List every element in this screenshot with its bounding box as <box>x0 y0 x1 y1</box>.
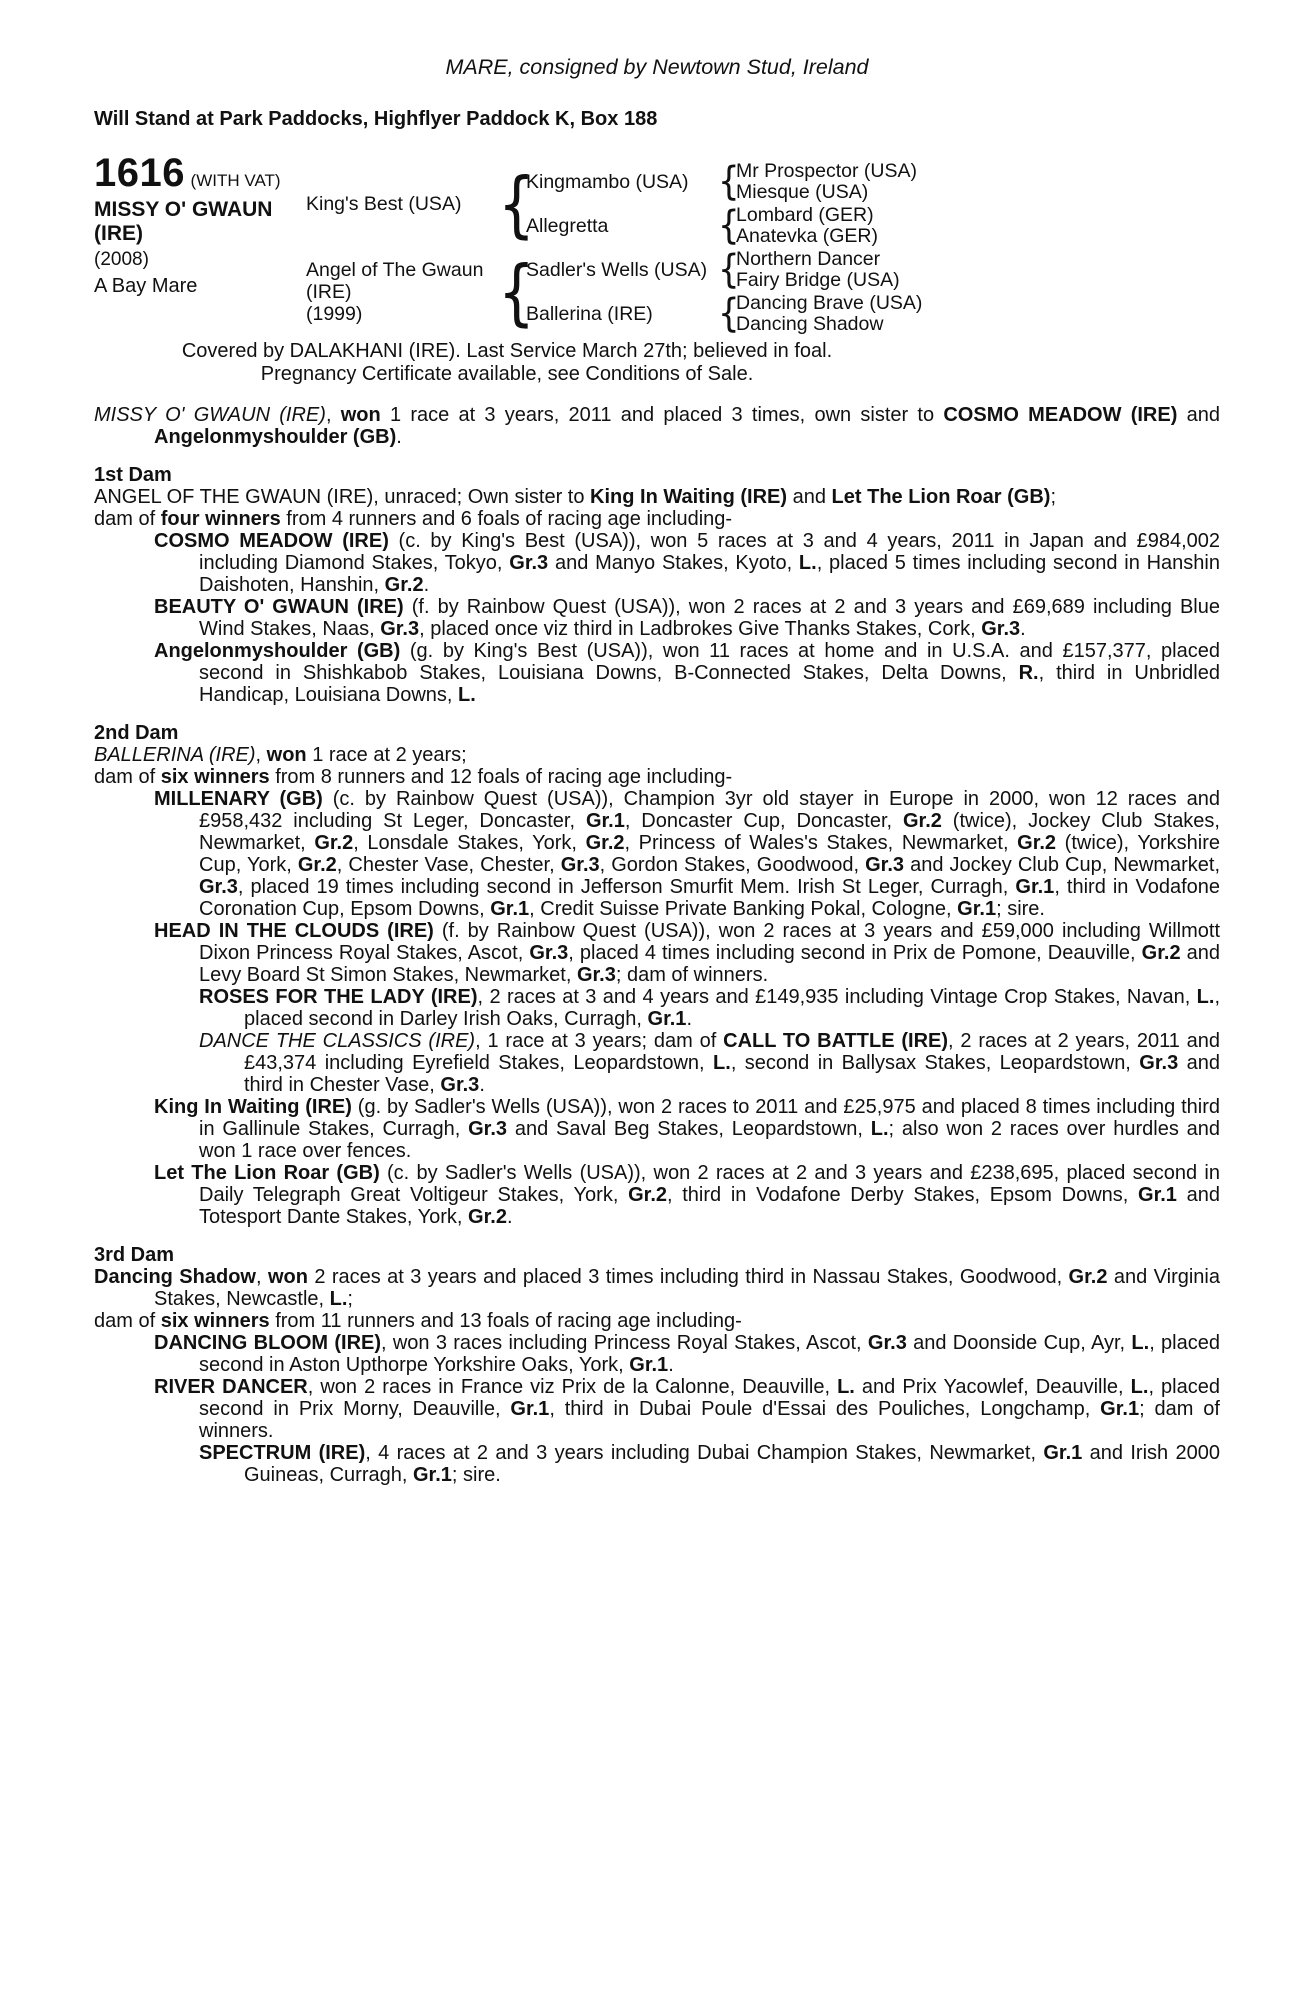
catalogue-paragraph <box>94 920 1220 986</box>
dam-sire-sire-name: Northern Dancer <box>736 247 881 270</box>
catalogue-paragraph <box>94 766 1220 788</box>
text-run: Gr.3 <box>199 876 238 898</box>
text-run: ; sire. <box>996 898 1045 920</box>
text-run: Gr.3 <box>865 854 905 876</box>
sire-parents <box>522 160 1220 248</box>
text-run: , third in Vodafone Coronation Cup, Epsom Downs, <box>199 876 1220 920</box>
dam-sire-parents <box>736 249 900 292</box>
text-run: Gr.1 <box>1100 1398 1140 1420</box>
text-run: , placed second in Darley Irish Oaks, Curragh, <box>244 986 1220 1030</box>
catalogue-paragraph <box>94 640 1220 706</box>
sire-name: King's Best (USA) <box>306 193 462 215</box>
dam-dam-unit <box>522 292 1220 336</box>
text-run: (twice), Yorkshire Cup, York, <box>199 832 1221 876</box>
text-run: Angelonmyshoulder (GB) <box>154 640 401 662</box>
text-run: (g. by King's Best (USA)), won 11 races at home and in U.S.A. and £157,377, placed second in Shishkabob Stakes, Louisiana Downs, B-Connected Stakes, Delta Downs, <box>199 640 1220 684</box>
sire-sire-parents <box>736 161 917 204</box>
text-run: 2 races at 3 years and placed 3 times including third in Nassau Stakes, Goodwood, <box>307 1266 1069 1288</box>
catalogue-paragraph <box>94 1442 1220 1486</box>
dam-dam-sire-name: Dancing Brave (USA) <box>736 291 923 314</box>
pedigree-sire <box>306 193 498 215</box>
sire-dam-name: Allegretta <box>526 215 609 237</box>
catalogue-paragraph <box>94 986 1220 1030</box>
text-run: , Princess of Wales's Stakes, Newmarket, <box>624 832 1018 854</box>
text-run: won <box>267 1266 308 1288</box>
text-run: L. <box>870 1118 889 1140</box>
text-run: and <box>787 486 832 508</box>
text-run: King In Waiting (IRE) <box>154 1096 352 1118</box>
text-run: L. <box>798 552 817 574</box>
text-run: MISSY O' GWAUN (IRE) <box>94 404 326 426</box>
text-run: , third in Dubai Poule d'Essai des Pouliches, Longchamp, <box>549 1398 1101 1420</box>
dam-dam-parents <box>736 293 922 336</box>
text-run: HEAD IN THE CLOUDS (IRE) <box>154 920 434 942</box>
sire-sire-name: Kingmambo (USA) <box>526 171 689 193</box>
text-run: won <box>340 404 381 426</box>
text-run: , placed 5 times including second in Hanshin Daishoten, Hanshin, <box>199 552 1220 596</box>
text-run: Gr.3 <box>981 618 1021 640</box>
pedigree-sire-half <box>306 160 1220 248</box>
text-run: , Lonsdale Stakes, York, <box>353 832 586 854</box>
sire-sire-sire-name: Mr Prospector (USA) <box>736 159 917 182</box>
consignor-line: MARE, consigned by Newtown Stud, Ireland <box>445 55 869 79</box>
text-run: Gr.1 <box>1138 1184 1177 1206</box>
catalogue-paragraph <box>94 1332 1220 1376</box>
text-run: , second in Ballysax Stakes, Leopardstown, <box>730 1052 1140 1074</box>
text-run: , third in Vodafone Derby Stakes, Epsom Downs, <box>667 1184 1139 1206</box>
text-run: from 4 runners and 6 foals of racing age including- <box>280 508 733 530</box>
text-run: , <box>255 744 267 766</box>
text-run: , won 3 races including Princess Royal Stakes, Ascot, <box>381 1332 868 1354</box>
catalogue-paragraph <box>94 530 1220 596</box>
catalogue-paragraph <box>94 1310 1220 1332</box>
text-run: Gr.3 <box>576 964 616 986</box>
dam-name-line3: (1999) <box>306 303 363 325</box>
text-run: , won 2 races in France viz Prix de la Calonne, Deauville, <box>307 1376 838 1398</box>
text-run: , placed second in Prix Morny, Deauville, <box>199 1376 1220 1420</box>
text-run: King In Waiting (IRE) <box>590 486 788 508</box>
text-run: Dancing Shadow <box>94 1266 256 1288</box>
dam-name-line2: (IRE) <box>306 281 352 303</box>
text-run: , Doncaster Cup, Doncaster, <box>624 810 903 832</box>
text-run: Gr.3 <box>468 1118 508 1140</box>
text-run: , placed second in Aston Upthorpe Yorkshire Oaks, York, <box>199 1332 1220 1376</box>
horse-description: A Bay Mare <box>94 275 198 297</box>
text-run: L. <box>1131 1332 1150 1354</box>
text-run: , Credit Suisse Private Banking Pokal, Cologne, <box>529 898 958 920</box>
text-run: . <box>396 426 402 448</box>
text-run: Let The Lion Roar (GB) <box>831 486 1051 508</box>
text-run: Gr.1 <box>957 898 997 920</box>
pedigree-dam <box>306 259 498 325</box>
text-run: . <box>479 1074 485 1096</box>
text-run: Gr.2 <box>1017 832 1057 854</box>
text-run: 2nd Dam <box>94 722 179 744</box>
text-run: ; sire. <box>451 1464 501 1486</box>
dam-dam-dam-name: Dancing Shadow <box>736 313 884 335</box>
text-run: R. <box>1018 662 1039 684</box>
dam-sire-dam-name: Fairy Bridge (USA) <box>736 269 900 291</box>
text-run: (twice), Jockey Club Stakes, Newmarket, <box>199 810 1220 854</box>
catalogue-paragraph <box>94 508 1220 530</box>
text-run: Gr.2 <box>297 854 337 876</box>
pedigree-brace: { <box>718 203 740 249</box>
text-run: 1 race at 3 years, 2011 and placed 3 times, own sister to <box>380 404 944 426</box>
text-run: and Virginia Stakes, Newcastle, <box>154 1266 1220 1310</box>
text-run: Gr.3 <box>1139 1052 1179 1074</box>
pedigree-brace: { <box>498 249 535 335</box>
text-run: and Prix Yacowlef, Deauville, <box>854 1376 1131 1398</box>
pedigree-dam-half <box>306 248 1220 336</box>
text-run: COSMO MEADOW (IRE) <box>943 404 1178 426</box>
text-run: and Irish 2000 Guineas, Curragh, <box>244 1442 1220 1486</box>
text-run: . <box>1020 618 1026 640</box>
text-run: won <box>266 744 307 766</box>
text-run: Gr.2 <box>1141 942 1181 964</box>
catalogue-paragraph <box>94 788 1220 920</box>
sire-dam-sire-name: Lombard (GER) <box>736 203 874 226</box>
text-run: six winners <box>160 766 270 788</box>
catalogue-paragraph <box>94 744 1220 766</box>
text-run: (f. by Rainbow Quest (USA)), won 2 races at 2 and 3 years and £69,689 including Blue Wind Stakes, Naas, <box>199 596 1221 640</box>
text-run: Gr.3 <box>529 942 569 964</box>
text-run: dam of <box>94 508 161 530</box>
text-run: ROSES FOR THE LADY (IRE) <box>199 986 478 1008</box>
covering-statement <box>94 340 920 386</box>
text-run: MILLENARY (GB) <box>154 788 323 810</box>
pedigree-brace: { <box>718 159 740 205</box>
catalogue-text <box>94 404 1220 1486</box>
catalogue-paragraph <box>94 1162 1220 1228</box>
dam-name-line1: Angel of The Gwaun <box>306 259 484 281</box>
text-run: and Doonside Cup, Ayr, <box>906 1332 1132 1354</box>
text-run: L. <box>1130 1376 1149 1398</box>
text-run: RIVER DANCER <box>154 1376 308 1398</box>
text-run: Gr.1 <box>647 1008 687 1030</box>
text-run: four winners <box>160 508 281 530</box>
text-run: L. <box>329 1288 348 1310</box>
text-run: . <box>423 574 430 596</box>
lot-vat-note: (WITH VAT) <box>190 171 281 190</box>
text-run: Gr.1 <box>510 1398 550 1420</box>
text-run: 1 race at 2 years; <box>306 744 467 766</box>
text-run: Gr.2 <box>585 832 625 854</box>
dam-section-heading <box>94 722 1220 744</box>
text-run: L. <box>1196 986 1215 1008</box>
dam-section-heading <box>94 464 1220 486</box>
pedigree-brace: { <box>718 247 740 293</box>
text-run: Gr.3 <box>560 854 600 876</box>
pedigree-brace: { <box>718 291 740 337</box>
text-run: and Saval Beg Stakes, Leopardstown, <box>507 1118 871 1140</box>
lot-number: 1616 <box>94 151 185 195</box>
text-run: BALLERINA (IRE) <box>94 744 256 766</box>
text-run: L. <box>837 1376 855 1398</box>
text-run: , <box>255 1266 268 1288</box>
text-run: . <box>686 1008 692 1030</box>
text-run: , 2 races at 3 and 4 years and £149,935 including Vintage Crop Stakes, Navan, <box>477 986 1197 1008</box>
text-run: BEAUTY O' GWAUN (IRE) <box>154 596 404 618</box>
text-run: and Jockey Club Cup, Newmarket, <box>904 854 1221 876</box>
horse-name-line1: MISSY O' GWAUN <box>94 198 273 221</box>
dam-parents <box>522 248 1220 336</box>
text-run: Gr.1 <box>490 898 530 920</box>
text-run: Gr.2 <box>468 1206 507 1228</box>
catalogue-paragraph <box>94 1376 1220 1442</box>
text-run: and <box>1177 404 1221 426</box>
text-run: . <box>668 1354 674 1376</box>
text-run: (c. by Rainbow Quest (USA)), Champion 3yr old stayer in Europe in 2000, won 12 races and £958,432 including St Leger, Doncaster, <box>199 788 1220 832</box>
text-run: DANCING BLOOM (IRE) <box>154 1332 382 1354</box>
text-run: Gr.2 <box>1068 1266 1108 1288</box>
text-run: . <box>506 1206 513 1228</box>
text-run: ANGEL OF THE GWAUN (IRE), unraced; Own sister to <box>94 486 591 508</box>
sire-sire-dam-name: Miesque (USA) <box>736 181 869 203</box>
text-run: Gr.1 <box>585 810 625 832</box>
catalogue-paragraph <box>94 1266 1220 1310</box>
text-run: (f. by Rainbow Quest (USA)), won 2 races at 3 years and £59,000 including Willmott Dixon Princess Royal Stakes, Ascot, <box>199 920 1221 964</box>
text-run: , Gordon Stakes, Goodwood, <box>599 854 866 876</box>
text-run: Gr.2 <box>628 1184 667 1206</box>
dam-sire-name: Sadler's Wells (USA) <box>526 259 708 281</box>
text-run: , 4 races at 2 and 3 years including Dubai Champion Stakes, Newmarket, <box>365 1442 1044 1464</box>
text-run: and Levy Board St Simon Stakes, Newmarket, <box>199 942 1220 986</box>
text-run: ; also won 2 races over hurdles and won 1 race over fences. <box>199 1118 1220 1162</box>
pedigree-brace: { <box>498 161 535 247</box>
text-run: from 8 runners and 12 foals of racing age including- <box>269 766 733 788</box>
text-run: , third in Unbridled Handicap, Louisiana Downs, <box>199 662 1220 706</box>
catalogue-paragraph <box>94 486 1220 508</box>
text-run: , 2 races at 2 years, 2011 and £43,374 including Eyrefield Stakes, Leopardstown, <box>244 1030 1221 1074</box>
text-run: and third in Chester Vase, <box>244 1052 1220 1096</box>
dam-dam-name: Ballerina (IRE) <box>526 303 653 325</box>
text-run: six winners <box>160 1310 270 1332</box>
covering-line: Covered by DALAKHANI (IRE). Last Service March 27th; believed in foal. <box>181 340 833 362</box>
text-run: L. <box>458 684 476 706</box>
text-run: L. <box>713 1052 731 1074</box>
dam-section-heading <box>94 1244 1220 1266</box>
text-run: Angelonmyshoulder (GB) <box>154 426 397 448</box>
text-run: CALL TO BATTLE (IRE) <box>723 1030 949 1052</box>
lot-number-line <box>94 151 306 195</box>
dam-sire-unit <box>522 248 1220 292</box>
text-run: Gr.1 <box>1043 1442 1083 1464</box>
catalogue-paragraph <box>94 404 1220 448</box>
text-run: and Manyo Stakes, Kyoto, <box>548 552 799 574</box>
text-run: (g. by Sadler's Wells (USA)), won 2 races to 2011 and £25,975 and placed 8 times including third in Gallinule Stakes, Curragh, <box>199 1096 1220 1140</box>
text-run: ; <box>347 1288 353 1310</box>
pedigree-tree <box>306 160 1220 336</box>
text-run: SPECTRUM (IRE) <box>199 1442 366 1464</box>
text-run: Gr.2 <box>384 574 424 596</box>
text-run: (c. by Sadler's Wells (USA)), won 2 races at 2 and 3 years and £238,695, placed second in Daily Telegraph Great Voltigeur Stakes, York, <box>199 1162 1220 1206</box>
text-run: Gr.1 <box>1015 876 1055 898</box>
sire-sire-unit <box>522 160 1220 204</box>
sire-dam-unit <box>522 204 1220 248</box>
text-run: , <box>325 404 341 426</box>
text-run: and Totesport Dante Stakes, York, <box>199 1184 1220 1228</box>
pedigree-block <box>94 151 1220 337</box>
text-run: dam of <box>94 766 161 788</box>
text-run: ; dam of winners. <box>615 964 769 986</box>
sire-dam-parents <box>736 205 878 248</box>
text-run: Gr.3 <box>440 1074 480 1096</box>
text-run: ; dam of winners. <box>199 1398 1220 1442</box>
text-run: Gr.3 <box>509 552 549 574</box>
text-run: dam of <box>94 1310 161 1332</box>
text-run: (c. by King's Best (USA)), won 5 races at 3 and 4 years, 2011 in Japan and £984,002 including Diamond Stakes, Tokyo, <box>199 530 1221 574</box>
catalogue-paragraph <box>94 1030 1220 1096</box>
catalogue-paragraph <box>94 596 1220 640</box>
text-run: , Chester Vase, Chester, <box>336 854 561 876</box>
text-run: Gr.1 <box>629 1354 669 1376</box>
text-run: , placed once viz third in Ladbrokes Give Thanks Stakes, Cork, <box>419 618 982 640</box>
text-run: Let The Lion Roar (GB) <box>154 1162 380 1184</box>
text-run: COSMO MEADOW (IRE) <box>154 530 389 552</box>
pregnancy-certificate-line: Pregnancy Certificate available, see Conditions of Sale. <box>260 363 754 385</box>
horse-name-line2: (IRE) <box>94 222 143 245</box>
horse-year: (2008) <box>94 249 149 270</box>
text-run: , placed 19 times including second in Jefferson Smurfit Mem. Irish St Leger, Curragh, <box>237 876 1016 898</box>
text-run: Gr.2 <box>902 810 942 832</box>
text-run: ; <box>1050 486 1056 508</box>
text-run: , placed 4 times including second in Prix de Pomone, Deauville, <box>568 942 1142 964</box>
catalogue-paragraph <box>94 1096 1220 1162</box>
text-run: DANCE THE CLASSICS (IRE) <box>199 1030 476 1052</box>
text-run: Gr.3 <box>380 618 420 640</box>
text-run: Gr.3 <box>867 1332 907 1354</box>
text-run: Gr.1 <box>412 1464 452 1486</box>
sire-dam-dam-name: Anatevka (GER) <box>736 225 878 247</box>
text-run: 3rd Dam <box>94 1244 175 1266</box>
text-run: from 11 runners and 13 foals of racing age including- <box>269 1310 742 1332</box>
text-run: Gr.2 <box>314 832 354 854</box>
text-run: , 1 race at 3 years; dam of <box>475 1030 724 1052</box>
lot-block <box>94 151 306 298</box>
stand-location-line: Will Stand at Park Paddocks, Highflyer Paddock K, Box 188 <box>94 108 658 130</box>
text-run: 1st Dam <box>94 464 172 486</box>
